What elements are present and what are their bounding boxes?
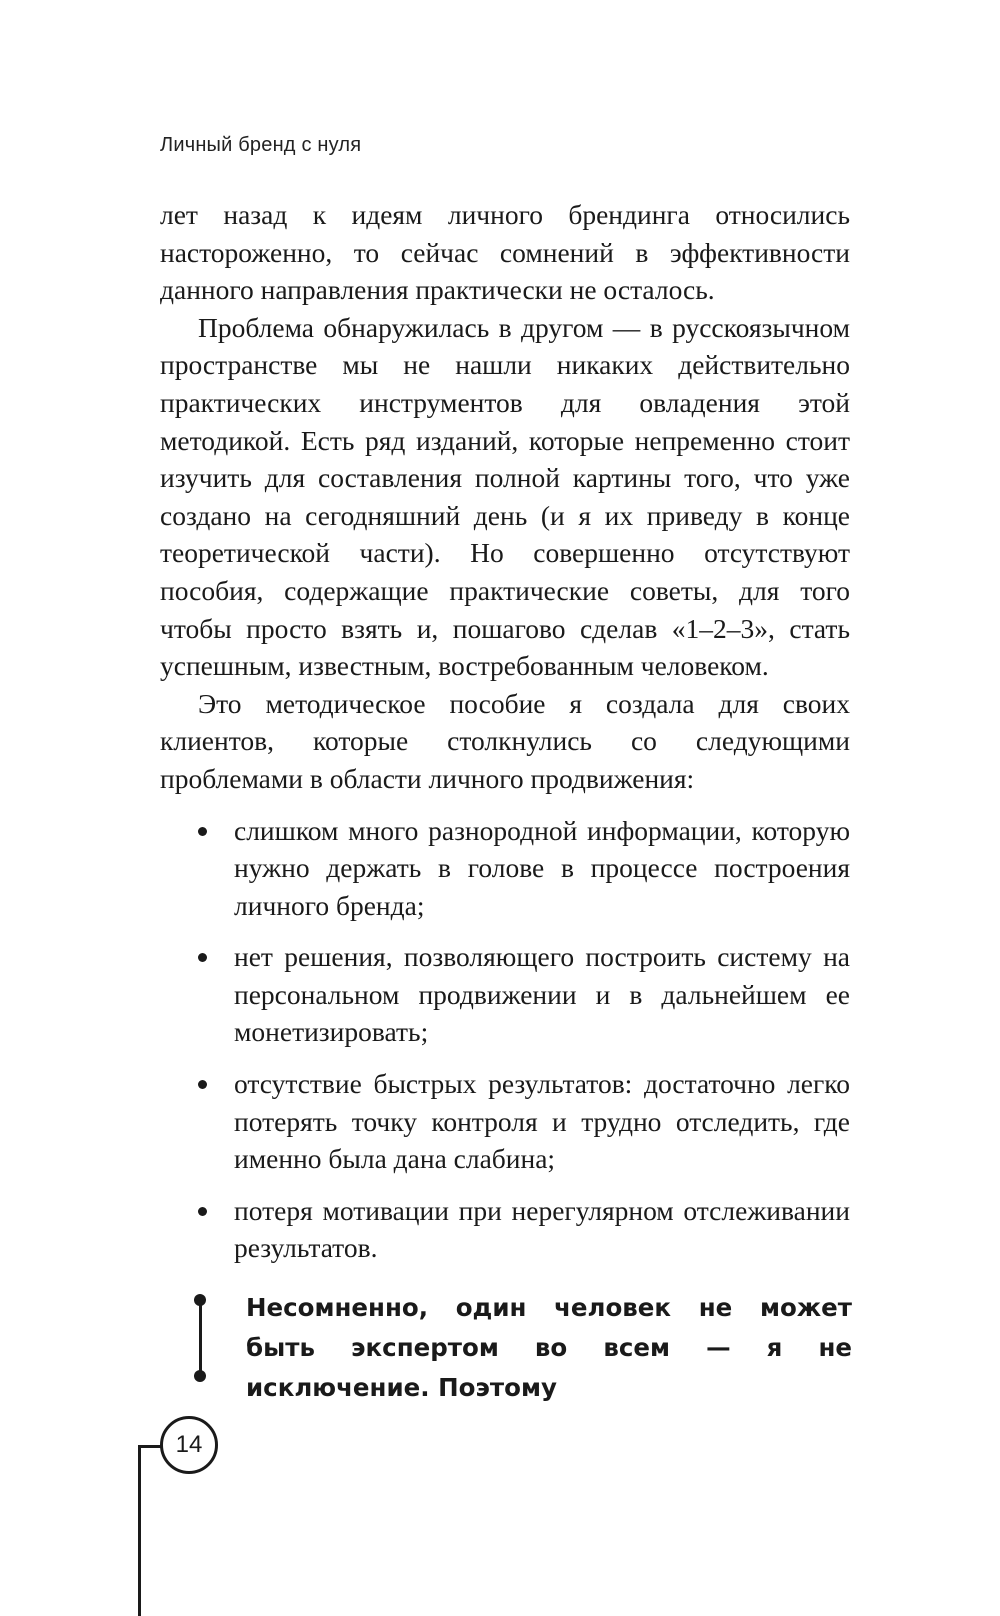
paragraph-2: Проблема обнаружилась в другом — в русскоязычном пространстве мы не нашли никаких действительно практических инструментов для овладения этой методикой. Есть ряд изданий, которые непременно стоит изучить для составления полной картины того, что уже создано на сегодняшний день (и я их приведу в конце теоретической части). Но совершенно отсутствуют пособия, содержащие практические советы, для того чтобы просто взять и, пошагово сделав «1–2–3», стать успешным, известным, востребованным человеком. (160, 311, 850, 682)
bullet-dot-icon (198, 1080, 207, 1089)
page-marker-vertical-line (138, 1446, 141, 1616)
list-item (160, 1065, 850, 1178)
body-text (160, 196, 850, 1267)
list-item (160, 1192, 850, 1267)
bullet-dot-icon (198, 1207, 207, 1216)
callout-block (194, 1288, 854, 1402)
paragraph-1: лет назад к идеям личного брендинга относились настороженно, то сейчас сомнений в эффективности данного направления практически не осталось. (160, 199, 850, 306)
callout-bar-icon (194, 1294, 206, 1382)
list-item-text: нет решения, позволяющего построить систему на персональном продвижении и в дальнейшем ее монетизировать; (234, 941, 850, 1048)
bullet-list (160, 812, 850, 1268)
list-item (160, 938, 850, 1051)
page-marker-horizontal-line (138, 1445, 162, 1448)
running-head: Личный бренд с нуля (160, 134, 362, 156)
list-item-text: слишком много разнородной информации, которую нужно держать в голове в процессе построения личного бренда; (234, 814, 850, 921)
paragraph-3: Это методическое пособие я создала для своих клиентов, которые столкнулись со следующими проблемами в области личного продвижения: (160, 687, 850, 794)
callout-bar-line (199, 1300, 202, 1376)
list-item (160, 812, 850, 925)
callout-bar-bottom-cap (194, 1370, 206, 1382)
page-number-marker (138, 1410, 218, 1616)
callout-text: Несомненно, один человек не может быть экспертом во всем — я не исключение. Поэтому (246, 1293, 852, 1402)
bullet-dot-icon (198, 827, 207, 836)
page-number: 14 (160, 1416, 218, 1474)
bullet-dot-icon (198, 953, 207, 962)
list-item-text: отсутствие быстрых результатов: достаточно легко потерять точку контроля и трудно отследить, где именно была дана слабина; (234, 1068, 850, 1175)
list-item-text: потеря мотивации при нерегулярном отслеживании результатов. (234, 1194, 850, 1264)
